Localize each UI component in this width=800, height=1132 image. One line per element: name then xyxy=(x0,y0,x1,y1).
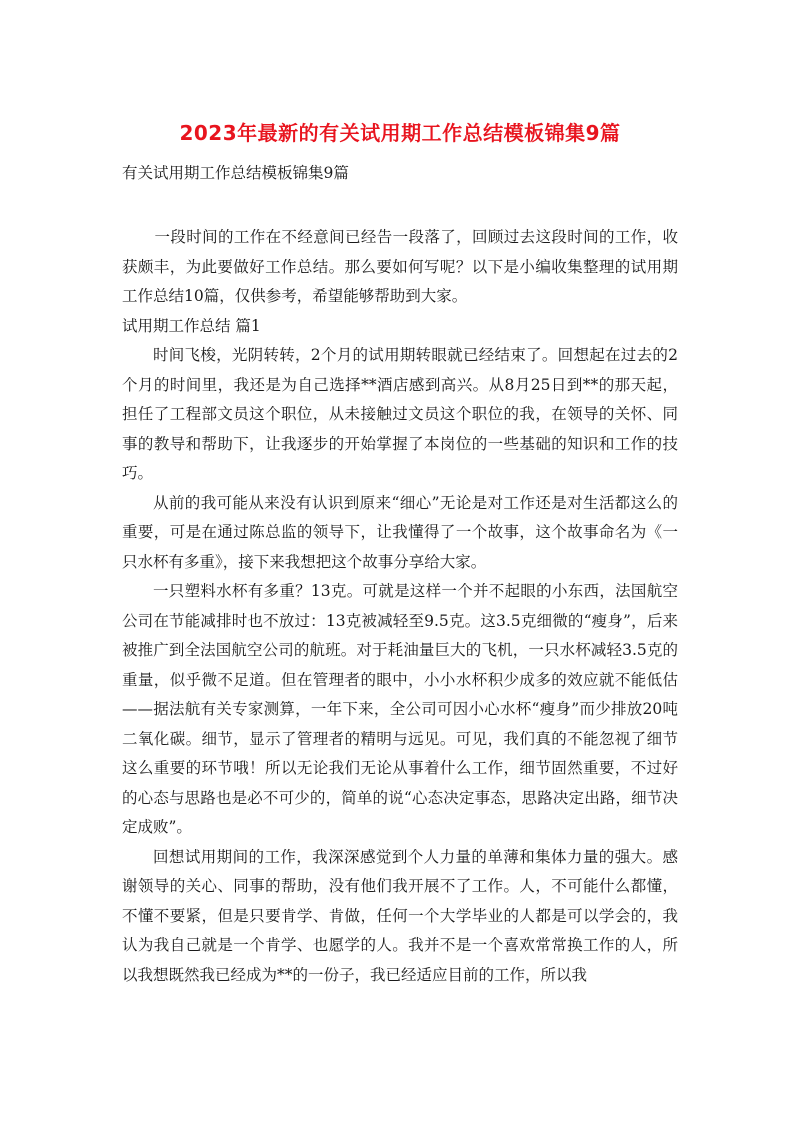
body-paragraph: 从前的我可能从来没有认识到原来“细心”无论是对工作还是对生活都这么的重要，可是在通过陈总监的领导下，让我懂得了一个故事，这个故事命名为《一只水杯有多重》，接下来我想把这个故事分享给大家。 xyxy=(122,493,678,571)
document-subtitle: 有关试用期工作总结模板锦集9篇 xyxy=(122,164,349,182)
body-paragraph: 时间飞梭，光阴转转，2个月的试用期转眼就已经结束了。回想起在过去的2个月的时间里，我还是为自己选择**酒店感到高兴。从8月25日到**的那天起，担任了工程部文员这个职位，从未接触过文员这个职位的我，在领导的关怀、同事的教导和帮助下，让我逐步的开始掌握了本岗位的一些基础的知识和工作的技巧。 xyxy=(122,346,678,482)
section-heading: 试用期工作总结 篇1 xyxy=(122,316,261,335)
body-paragraph: 回想试用期间的工作，我深深感觉到个人力量的单薄和集体力量的强大。感谢领导的关心、同事的帮助，没有他们我开展不了工作。人，不可能什么都懂，不懂不要紧，但是只要肯学、肯做，任何一个大学毕业的人都是可以学会的，我认为我自己就是一个肯学、也愿学的人。我并不是一个喜欢常常换工作的人，所以我想既然我已经成为**的一份子，我已经适应目前的工作，所以我 xyxy=(122,847,678,984)
intro-paragraph: 一段时间的工作在不经意间已经告一段落了，回顾过去这段时间的工作，收获颇丰，为此要做好工作总结。那么要如何写呢？以下是小编收集整理的试用期工作总结10篇，仅供参考，希望能够帮助到大家。 xyxy=(122,228,678,305)
document-body xyxy=(122,223,678,990)
document-title: 2023年最新的有关试用期工作总结模板锦集9篇 xyxy=(179,121,621,145)
body-paragraph: 一只塑料水杯有多重？13克。可就是这样一个并不起眼的小东西，法国航空公司在节能减排时也不放过：13克被减轻至9.5克。这3.5克细微的“瘦身”，后来被推广到全法国航空公司的航班。对于耗油量巨大的飞机，一只水杯减轻3.5克的重量，似乎微不足道。但在管理者的眼中，小小水杯积少成多的效应就不能低估——据法航有关专家测算，一年下来，全公司可因小心水杯“瘦身”而少排放20吨二氧化碳。细节，显示了管理者的精明与远见。可见，我们真的不能忽视了细节这么重要的环节哦！所以无论我们无论从事着什么工作，细节固然重要，不过好的心态与思路也是必不可少的，简单的说“心态决定事态，思路决定出路，细节决定成败”。 xyxy=(122,582,678,836)
